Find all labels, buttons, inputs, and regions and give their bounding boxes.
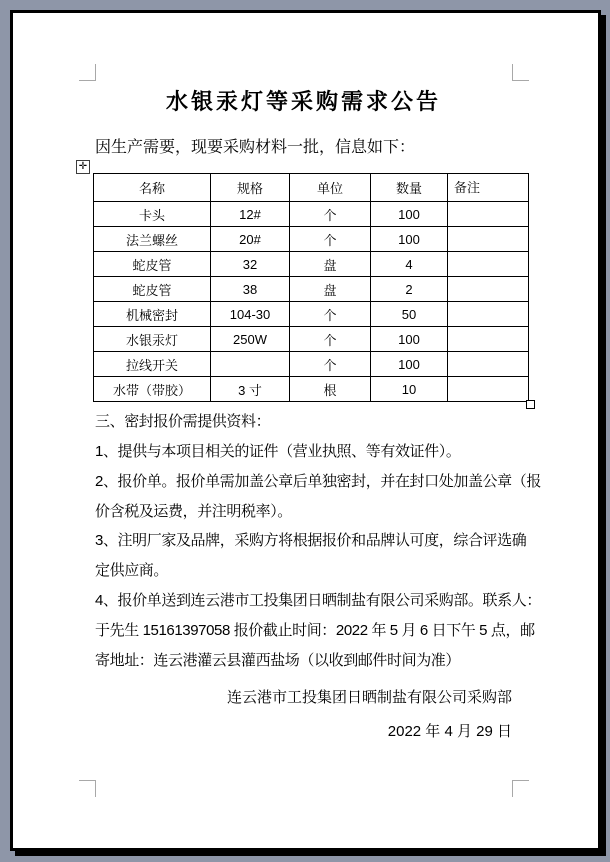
margin-crop-mark-top-right bbox=[512, 64, 529, 81]
table-cell: 20# bbox=[211, 227, 290, 252]
table-cell: 100 bbox=[371, 327, 448, 352]
table-cell: 盘 bbox=[290, 252, 371, 277]
table-cell: 个 bbox=[290, 202, 371, 227]
table-cell: 卡头 bbox=[94, 202, 211, 227]
table-cell bbox=[211, 352, 290, 377]
items-table-body bbox=[94, 202, 529, 402]
margin-crop-mark-top-left bbox=[79, 64, 96, 81]
table-cell: 3 寸 bbox=[211, 377, 290, 402]
table-header-row bbox=[94, 174, 529, 202]
table-row bbox=[94, 252, 529, 277]
table-cell: 机械密封 bbox=[94, 302, 211, 327]
table-cell: 拉线开关 bbox=[94, 352, 211, 377]
table-cell bbox=[448, 202, 529, 227]
note-line: 定供应商。 bbox=[95, 562, 169, 579]
note-line: 三、密封报价需提供资料： bbox=[95, 413, 271, 430]
table-cell: 个 bbox=[290, 327, 371, 352]
table-move-handle-icon[interactable]: ✛ bbox=[76, 160, 90, 174]
table-row bbox=[94, 352, 529, 377]
table-row bbox=[94, 277, 529, 302]
table-header-cell: 单位 bbox=[290, 174, 371, 202]
table-cell bbox=[448, 277, 529, 302]
table-header-cell: 数量 bbox=[371, 174, 448, 202]
date-line: 2022 年 4 月 29 日 bbox=[387, 723, 512, 740]
note-line: 3、注明厂家及品牌，采购方将根据报价和品牌认可度，综合评选确 bbox=[95, 532, 527, 549]
table-cell: 100 bbox=[371, 202, 448, 227]
table-row bbox=[94, 377, 529, 402]
table-cell bbox=[448, 227, 529, 252]
table-cell: 水银汞灯 bbox=[94, 327, 211, 352]
table-cell: 4 bbox=[371, 252, 448, 277]
note-line: 1、提供与本项目相关的证件（营业执照、等有效证件）。 bbox=[95, 443, 461, 460]
table-cell: 法兰螺丝 bbox=[94, 227, 211, 252]
document-title: 水银汞灯等采购需求公告 bbox=[165, 89, 441, 114]
table-cell bbox=[448, 252, 529, 277]
table-cell: 32 bbox=[211, 252, 290, 277]
table-cell: 个 bbox=[290, 227, 371, 252]
table-header-cell: 备注 bbox=[448, 174, 529, 202]
intro-paragraph: 因生产需要，现要采购材料一批，信息如下： bbox=[95, 139, 416, 156]
table-cell: 盘 bbox=[290, 277, 371, 302]
table-header-cell: 名称 bbox=[94, 174, 211, 202]
table-row bbox=[94, 227, 529, 252]
signature-line: 连云港市工投集团日晒制盐有限公司采购部 bbox=[226, 689, 512, 706]
table-cell: 蛇皮管 bbox=[94, 277, 211, 302]
table-cell: 38 bbox=[211, 277, 290, 302]
note-line: 价含税及运费，并注明税率）。 bbox=[95, 503, 292, 520]
table-cell: 个 bbox=[290, 352, 371, 377]
table-cell bbox=[448, 352, 529, 377]
table-row bbox=[94, 327, 529, 352]
table-cell bbox=[448, 377, 529, 402]
note-line: 2、报价单。报价单需加盖公章后单独密封，并在封口处加盖公章（报 bbox=[95, 473, 541, 490]
table-row bbox=[94, 202, 529, 227]
table-cell: 水带（带胶） bbox=[94, 377, 211, 402]
table-cell: 100 bbox=[371, 352, 448, 377]
note-line: 于先生 15161397058 报价截止时间：2022 年 5 月 6 日下午 5 点，邮 bbox=[95, 622, 535, 639]
table-cell: 250W bbox=[211, 327, 290, 352]
table-cell: 2 bbox=[371, 277, 448, 302]
items-table-header bbox=[94, 174, 529, 202]
table-cell: 10 bbox=[371, 377, 448, 402]
items-table bbox=[93, 173, 529, 402]
table-cell: 个 bbox=[290, 302, 371, 327]
note-line: 4、报价单送到连云港市工投集团日晒制盐有限公司采购部。联系人： bbox=[95, 592, 541, 609]
table-cell: 根 bbox=[290, 377, 371, 402]
document-page bbox=[10, 10, 601, 851]
table-cell: 蛇皮管 bbox=[94, 252, 211, 277]
margin-crop-mark-bottom-left bbox=[79, 780, 96, 797]
margin-crop-mark-bottom-right bbox=[512, 780, 529, 797]
table-cell: 12# bbox=[211, 202, 290, 227]
table-cell bbox=[448, 327, 529, 352]
table-cell bbox=[448, 302, 529, 327]
table-header-cell: 规格 bbox=[211, 174, 290, 202]
table-cell: 100 bbox=[371, 227, 448, 252]
note-line: 寄地址：连云港灌云县灌西盐场（以收到邮件时间为准） bbox=[95, 652, 461, 669]
table-resize-handle[interactable] bbox=[526, 400, 535, 409]
table-cell: 104-30 bbox=[211, 302, 290, 327]
table-row bbox=[94, 302, 529, 327]
table-cell: 50 bbox=[371, 302, 448, 327]
